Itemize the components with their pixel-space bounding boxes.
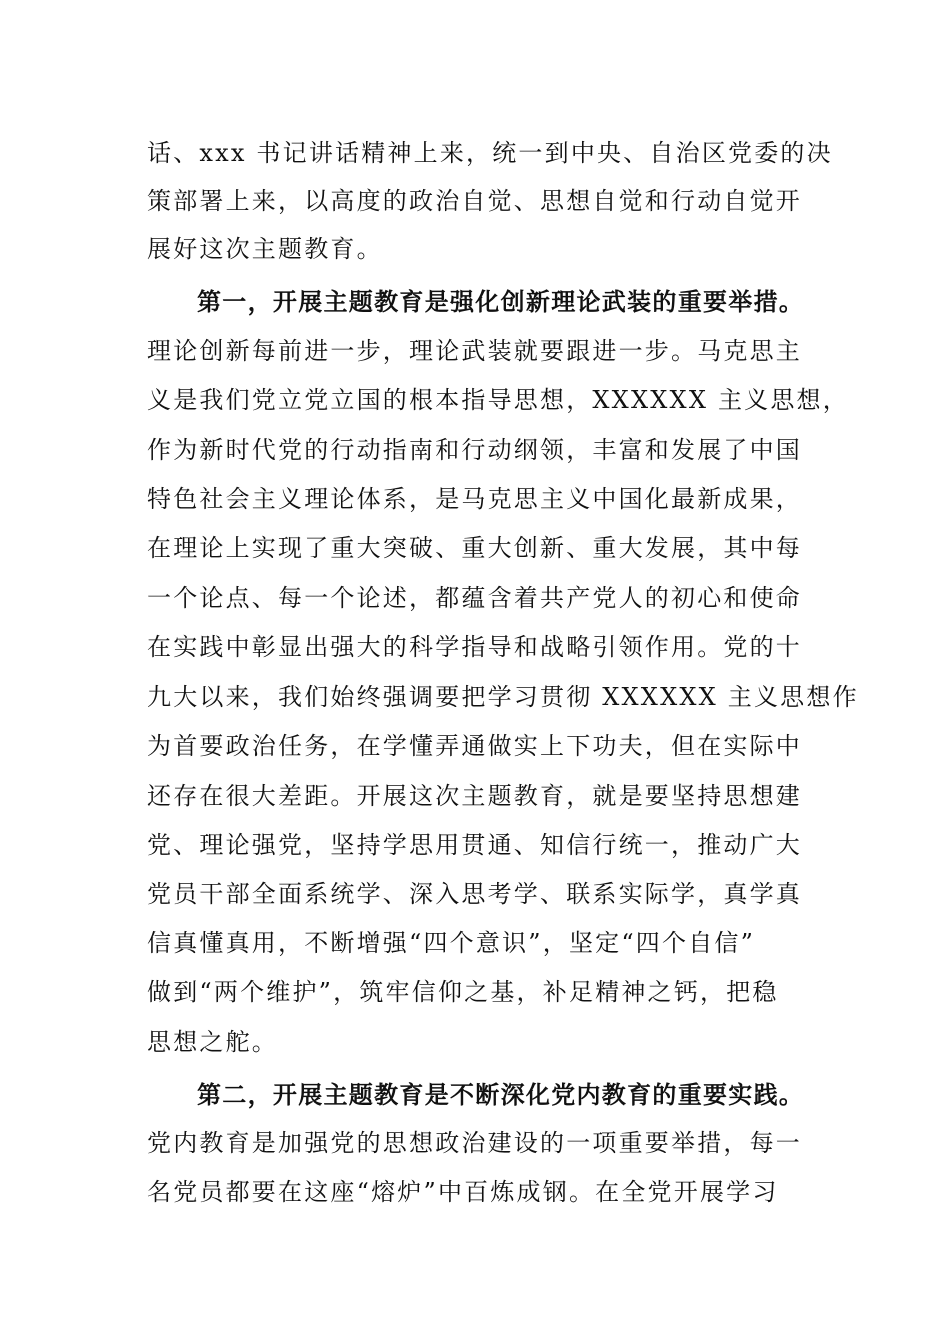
text-line: 信真懂真用，不断增强“四个意识”，坚定“四个自信” (147, 929, 756, 957)
text-line: 九大以来，我们始终强调要把学习贯彻 XXXXXX 主义思想作 (147, 683, 859, 711)
text-line: 策部署上来，以高度的政治自觉、思想自觉和行动自觉开 (147, 187, 802, 215)
text-line: 在理论上实现了重大突破、重大创新、重大发展，其中每 (147, 534, 802, 562)
text-line: 党内教育是加强党的思想政治建设的一项重要举措，每一 (147, 1129, 802, 1157)
text-line: 在实践中彰显出强大的科学指导和战略引领作用。党的十 (147, 633, 802, 661)
text-line: 展好这次主题教育。 (147, 235, 383, 263)
text-line: 党、理论强党，坚持学思用贯通、知信行统一，推动广大 (147, 831, 802, 859)
text-line: 特色社会主义理论体系，是马克思主义中国化最新成果， (147, 485, 802, 513)
section-heading-2: 第二，开展主题教育是不断深化党内教育的重要实践。 (197, 1081, 805, 1109)
text-line: 思想之舵。 (147, 1028, 278, 1056)
text-line: 作为新时代党的行动指南和行动纲领，丰富和发展了中国 (147, 436, 802, 464)
text-line: 话、xxx 书记讲话精神上来，统一到中央、自治区党委的决 (147, 139, 833, 167)
text-line: 还存在很大差距。开展这次主题教育，就是要坚持思想建 (147, 782, 802, 810)
text-line: 党员干部全面系统学、深入思考学、联系实际学，真学真 (147, 880, 802, 908)
text-line: 名党员都要在这座“熔炉”中百炼成钢。在全党开展学习 (147, 1178, 779, 1206)
text-line: 一个论点、每一个论述，都蕴含着共产党人的初心和使命 (147, 584, 802, 612)
text-line: 为首要政治任务，在学懂弄通做实上下功夫，但在实际中 (147, 732, 802, 760)
section-heading-1: 第一，开展主题教育是强化创新理论武装的重要举措。 (197, 288, 805, 316)
text-line: 做到“两个维护”，筑牢信仰之基，补足精神之钙，把稳 (147, 978, 779, 1006)
text-line: 义是我们党立党立国的根本指导思想，XXXXXX 主义思想， (147, 386, 849, 414)
text-line: 理论创新每前进一步，理论武装就要跟进一步。马克思主 (147, 337, 802, 365)
